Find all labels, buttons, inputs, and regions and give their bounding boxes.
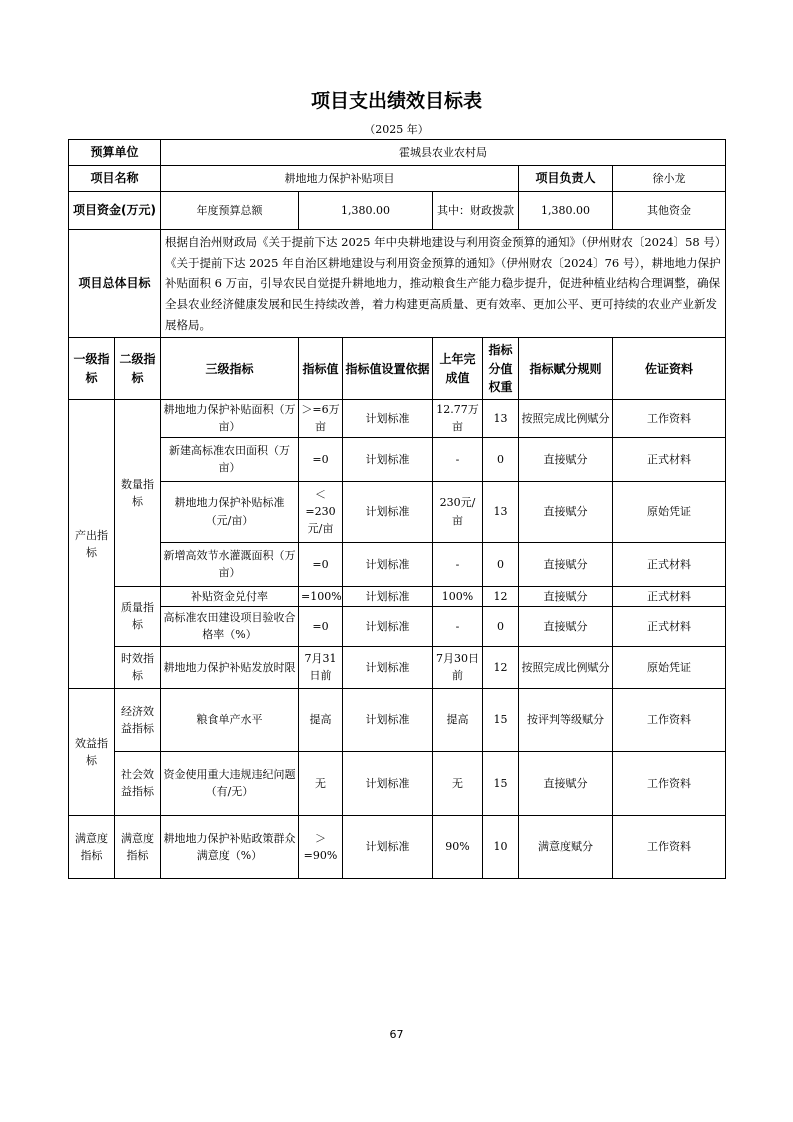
other-funds-label: 其他资金 <box>613 192 726 230</box>
overall-goal-row <box>69 230 726 338</box>
indicator-header-row <box>69 338 726 400</box>
benefit-indicator-group: 效益指标 <box>69 688 115 815</box>
output-indicator-group: 产出指标 <box>69 400 115 688</box>
indicator-rule: 满意度赋分 <box>519 815 613 878</box>
table-row <box>69 586 726 606</box>
indicator-weight: 12 <box>483 646 519 688</box>
indicator-rule: 直接赋分 <box>519 606 613 646</box>
indicator-basis: 计划标准 <box>343 437 433 481</box>
indicator-weight: 0 <box>483 437 519 481</box>
indicator-last-year: - <box>433 437 483 481</box>
indicator-rule: 按照完成比例赋分 <box>519 646 613 688</box>
indicator-name: 资金使用重大违规违纪问题（有/无） <box>161 751 299 815</box>
indicator-value: =100% <box>299 586 343 606</box>
indicator-last-year: 12.77万亩 <box>433 400 483 437</box>
social-benefit-group: 社会效益指标 <box>115 751 161 815</box>
indicator-weight: 12 <box>483 586 519 606</box>
header-level1: 一级指标 <box>69 338 115 400</box>
indicator-name: 粮食单产水平 <box>161 688 299 751</box>
indicator-name: 耕地地力保护补贴面积（万亩） <box>161 400 299 437</box>
indicator-last-year: 提高 <box>433 688 483 751</box>
indicator-basis: 计划标准 <box>343 481 433 542</box>
indicator-last-year: - <box>433 606 483 646</box>
header-weight: 指标分值权重 <box>483 338 519 400</box>
indicator-evidence: 正式材料 <box>613 437 726 481</box>
quantity-indicator-group: 数量指标 <box>115 400 161 586</box>
indicator-rule: 按评判等级赋分 <box>519 688 613 751</box>
indicator-value: =0 <box>299 437 343 481</box>
indicator-value: =0 <box>299 542 343 586</box>
table-row <box>69 437 726 481</box>
table-row <box>69 606 726 646</box>
fiscal-appropriation-value: 1,380.00 <box>519 192 613 230</box>
indicator-rule: 直接赋分 <box>519 542 613 586</box>
indicator-last-year: 230元/亩 <box>433 481 483 542</box>
header-level2: 二级指标 <box>115 338 161 400</box>
indicator-rule: 直接赋分 <box>519 481 613 542</box>
project-name-row <box>69 166 726 192</box>
satisfaction-indicator-group: 满意度指标 <box>69 815 115 878</box>
indicator-rule: 直接赋分 <box>519 586 613 606</box>
table-row <box>69 400 726 437</box>
indicator-value: 7月31日前 <box>299 646 343 688</box>
budget-unit-row <box>69 140 726 166</box>
indicator-value: 提高 <box>299 688 343 751</box>
header-value: 指标值 <box>299 338 343 400</box>
project-manager-value: 徐小龙 <box>613 166 726 192</box>
project-name-value: 耕地地力保护补贴项目 <box>161 166 519 192</box>
satisfaction-subgroup: 满意度指标 <box>115 815 161 878</box>
indicator-weight: 13 <box>483 400 519 437</box>
economic-benefit-group: 经济效益指标 <box>115 688 161 751</box>
table-row <box>69 481 726 542</box>
project-funds-row <box>69 192 726 230</box>
indicator-basis: 计划标准 <box>343 586 433 606</box>
header-basis: 指标值设置依据 <box>343 338 433 400</box>
annual-budget-label: 年度预算总额 <box>161 192 299 230</box>
indicator-basis: 计划标准 <box>343 400 433 437</box>
indicator-name: 高标准农田建设项目验收合格率（%） <box>161 606 299 646</box>
indicator-value: =0 <box>299 606 343 646</box>
overall-goal-text: 根据自治州财政局《关于提前下达 2025 年中央耕地建设与利用资金预算的通知》（伊州财农〔2024〕58 号）《关于提前下达 2025 年自治区耕地建设与利用资金预算的通知》（伊州财农〔2024〕76 号），耕地地力保护补贴面积 6 万亩，引导农民自觉提升耕地地力，推动粮食生产能力稳步提升，促进种植业结构合理调整，确保全县农业经济健康发展和民生持续改善，着力构建更高质量、更有效率、更加公平、更可持续的农业产业新发展格局。 <box>161 230 726 338</box>
indicator-basis: 计划标准 <box>343 688 433 751</box>
indicator-value: ＜=230元/亩 <box>299 481 343 542</box>
indicator-basis: 计划标准 <box>343 542 433 586</box>
indicator-evidence: 工作资料 <box>613 815 726 878</box>
indicator-rule: 按照完成比例赋分 <box>519 400 613 437</box>
indicator-name: 耕地地力保护补贴标准（元/亩） <box>161 481 299 542</box>
budget-unit-value: 霍城县农业农村局 <box>161 140 726 166</box>
indicator-weight: 10 <box>483 815 519 878</box>
table-row <box>69 815 726 878</box>
indicator-evidence: 工作资料 <box>613 688 726 751</box>
indicator-evidence: 原始凭证 <box>613 481 726 542</box>
indicator-basis: 计划标准 <box>343 606 433 646</box>
header-level3: 三级指标 <box>161 338 299 400</box>
indicator-name: 补贴资金兑付率 <box>161 586 299 606</box>
indicator-weight: 0 <box>483 606 519 646</box>
indicator-rule: 直接赋分 <box>519 751 613 815</box>
indicator-name: 耕地地力保护补贴发放时限 <box>161 646 299 688</box>
page-number: 67 <box>389 1028 404 1041</box>
indicator-weight: 15 <box>483 751 519 815</box>
indicator-last-year: - <box>433 542 483 586</box>
indicator-last-year: 90% <box>433 815 483 878</box>
budget-unit-label: 预算单位 <box>69 140 161 166</box>
indicator-last-year: 7月30日前 <box>433 646 483 688</box>
annual-budget-value: 1,380.00 <box>299 192 433 230</box>
overall-goal-label: 项目总体目标 <box>69 230 161 338</box>
document-year: （2025 年） <box>364 123 429 136</box>
indicator-rule: 直接赋分 <box>519 437 613 481</box>
quality-indicator-group: 质量指标 <box>115 586 161 646</box>
document-title: 项目支出绩效目标表 <box>310 90 482 112</box>
header-rule: 指标赋分规则 <box>519 338 613 400</box>
fiscal-appropriation-label: 其中：财政拨款 <box>433 192 519 230</box>
indicator-value: ＞=90% <box>299 815 343 878</box>
table-row <box>69 542 726 586</box>
performance-target-table <box>68 139 726 879</box>
project-name-label: 项目名称 <box>69 166 161 192</box>
indicator-evidence: 正式材料 <box>613 542 726 586</box>
timeliness-indicator-group: 时效指标 <box>115 646 161 688</box>
indicator-name: 新增高效节水灌溉面积（万亩） <box>161 542 299 586</box>
indicator-evidence: 正式材料 <box>613 586 726 606</box>
indicator-basis: 计划标准 <box>343 815 433 878</box>
indicator-evidence: 工作资料 <box>613 751 726 815</box>
indicator-evidence: 正式材料 <box>613 606 726 646</box>
header-evidence: 佐证资料 <box>613 338 726 400</box>
project-manager-label: 项目负责人 <box>519 166 613 192</box>
table-row <box>69 688 726 751</box>
indicator-value: ＞=6万亩 <box>299 400 343 437</box>
table-row <box>69 646 726 688</box>
header-last-year: 上年完成值 <box>433 338 483 400</box>
indicator-evidence: 原始凭证 <box>613 646 726 688</box>
indicator-evidence: 工作资料 <box>613 400 726 437</box>
indicator-name: 耕地地力保护补贴政策群众满意度（%） <box>161 815 299 878</box>
indicator-name: 新建高标准农田面积（万亩） <box>161 437 299 481</box>
indicator-weight: 0 <box>483 542 519 586</box>
indicator-weight: 15 <box>483 688 519 751</box>
indicator-basis: 计划标准 <box>343 751 433 815</box>
indicator-last-year: 100% <box>433 586 483 606</box>
indicator-last-year: 无 <box>433 751 483 815</box>
indicator-basis: 计划标准 <box>343 646 433 688</box>
indicator-weight: 13 <box>483 481 519 542</box>
project-funds-label: 项目资金(万元) <box>69 192 161 230</box>
indicator-value: 无 <box>299 751 343 815</box>
table-row <box>69 751 726 815</box>
